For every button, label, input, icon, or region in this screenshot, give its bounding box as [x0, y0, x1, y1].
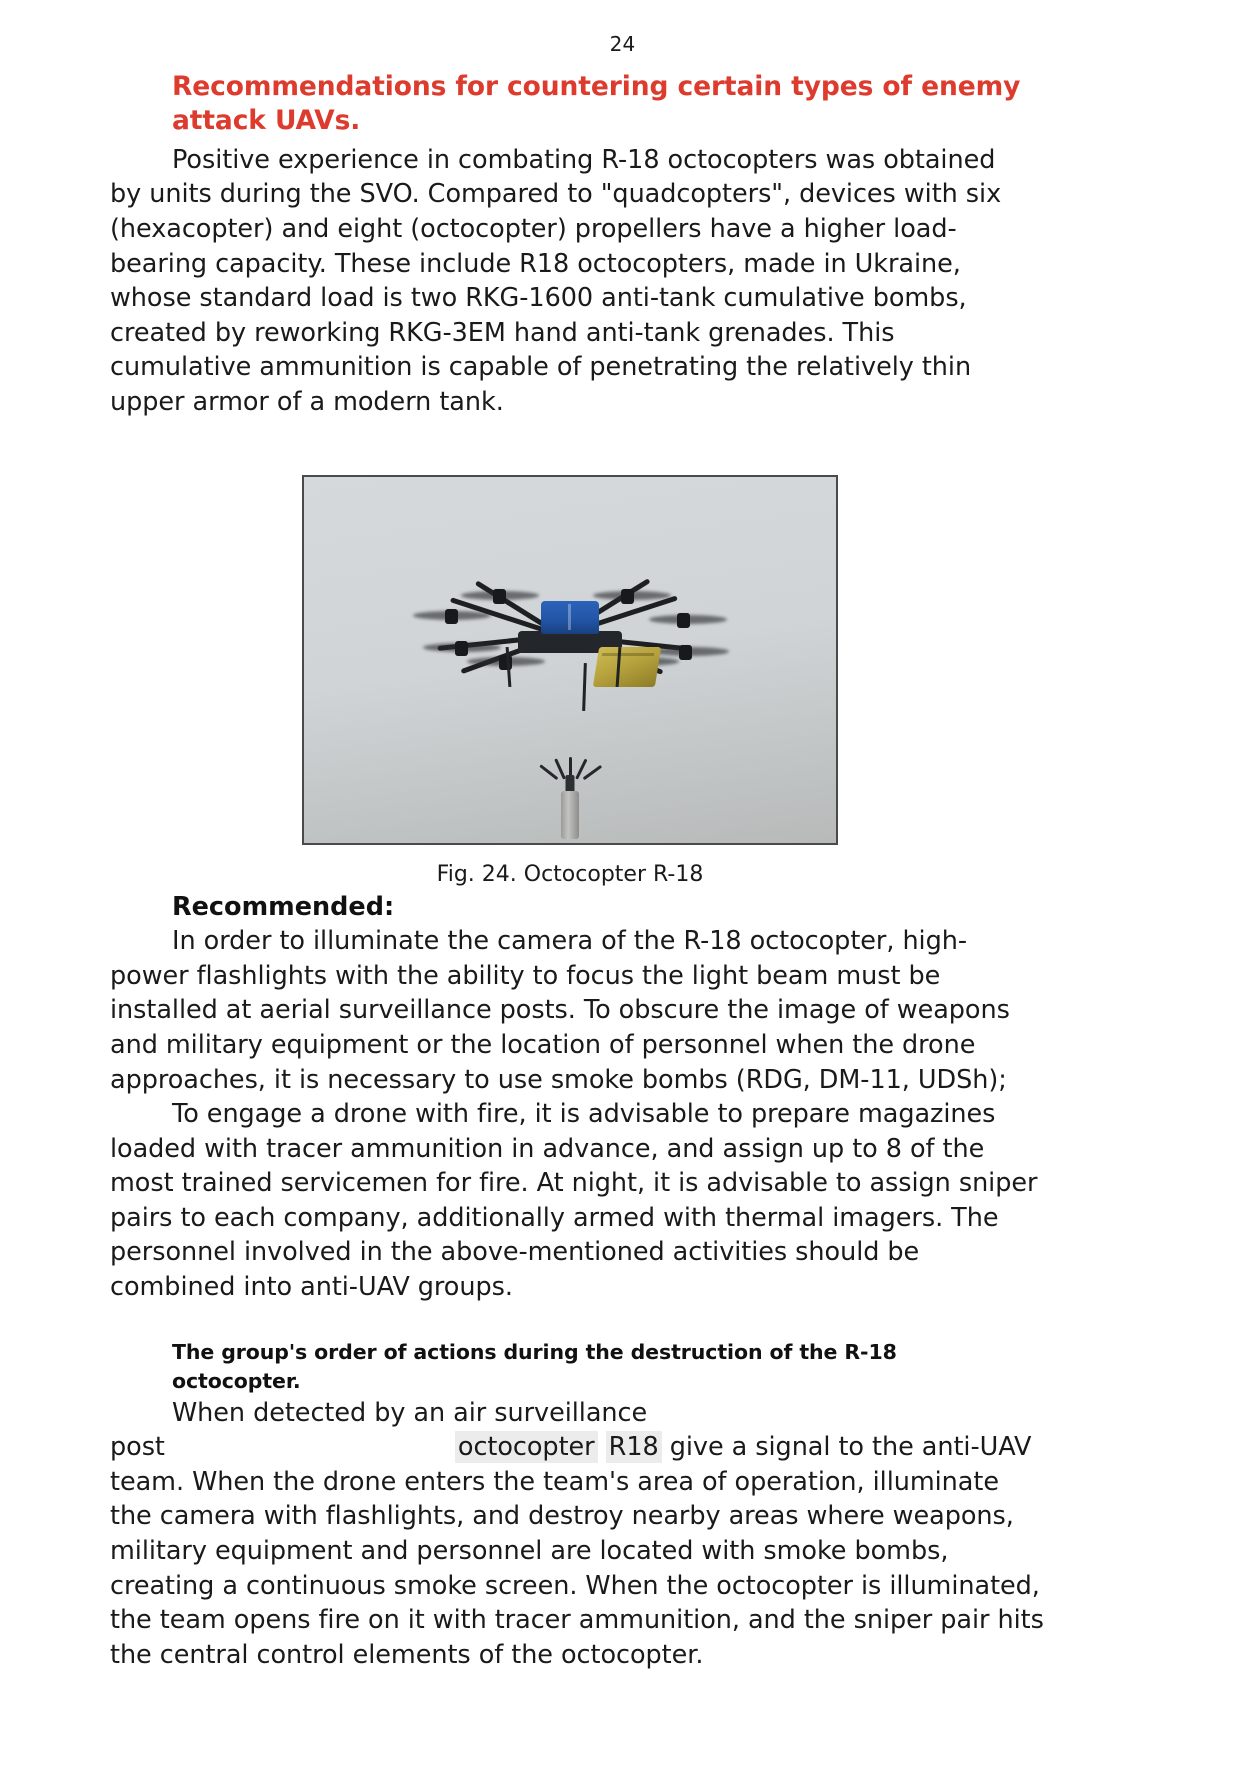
figure-image	[302, 475, 838, 845]
drone-motor	[679, 645, 692, 660]
order-text-part2: give a signal to the anti-UAV team. When the drone enters the team's area of operation, illuminate the camera with flashlights, and destroy nearby areas where weapons, military equipment and personnel are located with smoke bombs, creating a continuous smoke screen. When the octocopter is illuminated, the team opens fire on it with tracer ammunition, and the sniper pair hits the central control elements of the octocopter.	[110, 1432, 1044, 1670]
paragraph-intro	[110, 143, 1030, 419]
drone-blue-body	[541, 601, 599, 634]
drone-motor	[455, 641, 468, 656]
page-content	[110, 70, 1044, 1672]
drone-motor	[621, 589, 634, 604]
highlighted-term-octocopter: octocopter	[455, 1431, 598, 1463]
drone-payload	[593, 647, 661, 687]
octocopter-drone-graphic	[405, 585, 735, 705]
falling-munition-graphic	[540, 753, 600, 839]
munition-stabilizer	[583, 765, 603, 780]
drone-landing-leg	[582, 663, 587, 711]
paragraph-engage	[110, 1097, 1045, 1304]
munition-body	[561, 791, 579, 839]
recommended-label: Recommended:	[172, 891, 395, 922]
section-spacer	[110, 1304, 1030, 1338]
paragraph-illuminate-text: In order to illuminate the camera of the R-18 octocopter, high-power flashlights with the ability to focus the light beam must be installed at aerial surveillance posts. To obscure the image of weapons and military equipment or the location of personnel when the drone approaches, it is necessary to use smoke bombs (RDG, DM-11, UDSh);	[110, 926, 1010, 1095]
paragraph-order-of-actions	[110, 1396, 1045, 1672]
drone-motor	[445, 609, 458, 624]
paragraph-illuminate	[110, 924, 1045, 1097]
paragraph-engage-text: To engage a drone with fire, it is advisable to prepare magazines loaded with tracer ammunition in advance, and assign up to 8 of the most trained servicemen for fire. At night, it is advisable to assign sniper pairs to each company, additionally armed with thermal imagers. The personnel involved in the above-mentioned activities should be combined into anti-UAV groups.	[110, 1099, 1038, 1302]
drone-motor	[493, 589, 506, 604]
figure-block	[110, 475, 1030, 890]
figure-caption: Fig. 24. Octocopter R-18	[436, 862, 704, 888]
order-of-actions-heading: The group's order of actions during the destruction of the R-18 octocopter.	[172, 1340, 897, 1394]
paragraph-intro-text: Positive experience in combating R-18 octocopters was obtained by units during the SVO. Compared to "quadcopters", devices with six (hexacopter) and eight (octocopter) propellers have a higher load-bearing capacity. These include R18 octocopters, made in Ukraine, whose standard load is two RKG-1600 anti-tank cumulative bombs, created by reworking RKG-3EM hand anti-tank grenades. This cumulative ammunition is capable of penetrating the relatively thin upper armor of a modern tank.	[110, 144, 1002, 417]
drone-motor	[677, 613, 690, 628]
highlighted-term-r18: R18	[606, 1431, 662, 1463]
page-number: 24	[609, 32, 636, 56]
order-text-part1: When detected by an air surveillance post	[110, 1397, 648, 1463]
munition-stabilizer	[539, 765, 558, 781]
page-title: Recommendations for countering certain types of enemy attack UAVs.	[172, 71, 1021, 137]
